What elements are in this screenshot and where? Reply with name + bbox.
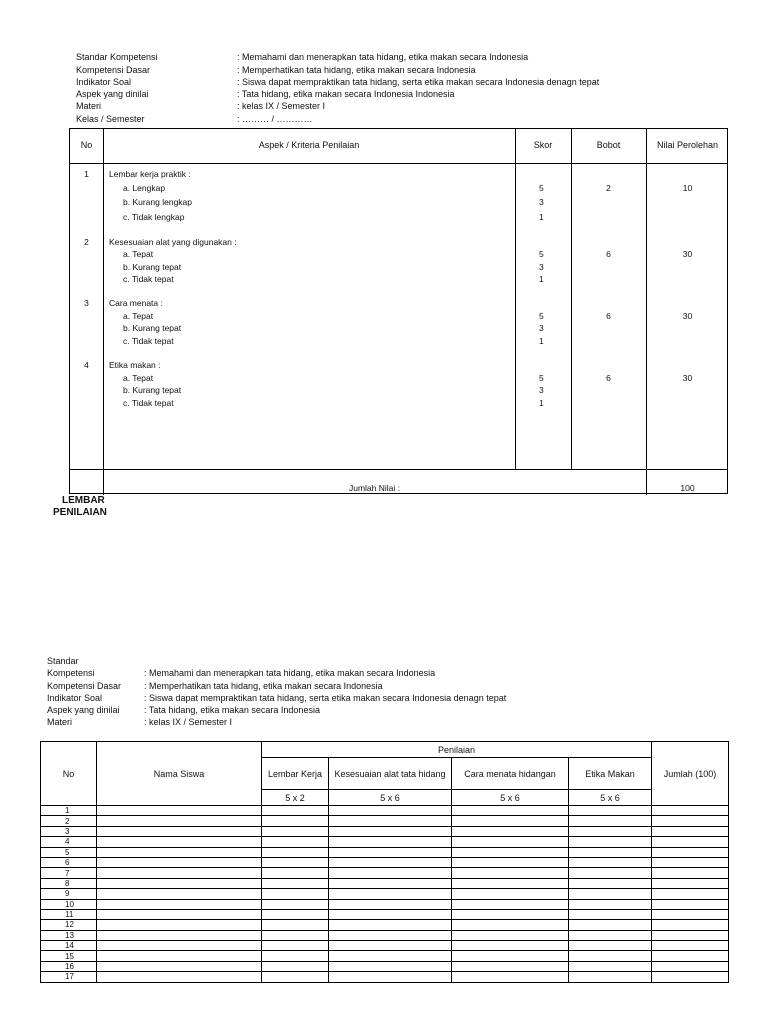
row-number: 13: [41, 930, 97, 940]
criterion-title: Kesesuaian alat yang digunakan :: [109, 237, 237, 247]
table-row: [41, 961, 729, 971]
table-row: [41, 941, 729, 951]
nilai-value: 30: [682, 373, 693, 383]
row-divider: [70, 163, 727, 164]
column-divider: [515, 129, 516, 470]
table-row: [41, 920, 729, 930]
header-no: No: [41, 742, 97, 806]
weight-cara: 5 x 6: [452, 790, 569, 806]
score: 5: [539, 183, 544, 193]
criterion-option: a. Lengkap: [123, 183, 166, 193]
score: 5: [539, 311, 544, 321]
table-row: [41, 868, 729, 878]
criterion-option: b. Kurang tepat: [123, 262, 182, 272]
row-number: 16: [41, 961, 97, 971]
criterion-option: c. Tidak tepat: [123, 398, 174, 408]
score: 1: [539, 274, 544, 284]
header-lembar-kerja: Lembar Kerja: [262, 758, 329, 790]
section-title-line2: PENILAIAN: [53, 507, 107, 518]
criterion-option: a. Tepat: [123, 311, 154, 321]
meta-value: : Tata hidang, etika makan secara Indonesia: [144, 705, 320, 715]
row-number: 3: [41, 826, 97, 836]
score: 5: [539, 249, 544, 259]
table-row: [41, 972, 729, 982]
row-number: 7: [41, 868, 97, 878]
table-row: [41, 889, 729, 899]
weight-etika: 5 x 6: [569, 790, 652, 806]
row-divider: [70, 469, 727, 470]
score: 1: [539, 398, 544, 408]
criterion-option: b. Kurang tepat: [123, 323, 182, 333]
bobot-value: 6: [606, 311, 611, 321]
meta-value: : Tata hidang, etika makan secara Indonesia Indonesia: [237, 89, 455, 99]
header-no: No: [80, 140, 93, 150]
criterion-no: 3: [84, 298, 89, 308]
row-number: 8: [41, 878, 97, 888]
row-number: 9: [41, 889, 97, 899]
criterion-option: a. Tepat: [123, 373, 154, 383]
header-skor: Skor: [533, 140, 553, 150]
bobot-value: 2: [606, 183, 611, 193]
row-number: 11: [41, 909, 97, 919]
row-number: 5: [41, 847, 97, 857]
table-row: [41, 806, 729, 816]
criterion-no: 4: [84, 360, 89, 370]
weight-kesesuaian: 5 x 6: [329, 790, 452, 806]
criterion-title: Cara menata :: [109, 298, 163, 308]
column-divider: [571, 129, 572, 470]
criterion-no: 2: [84, 237, 89, 247]
table-row: [41, 909, 729, 919]
criterion-option: c. Tidak tepat: [123, 336, 174, 346]
meta-label: Indikator Soal: [76, 77, 132, 87]
header-bobot: Bobot: [596, 140, 621, 150]
score: 3: [539, 262, 544, 272]
header-etika-makan: Etika Makan: [569, 758, 652, 790]
table-row: [41, 930, 729, 940]
table-row: [41, 847, 729, 857]
table-row: [41, 816, 729, 826]
meta-label: Aspek yang dinilai: [47, 705, 120, 715]
nilai-value: 30: [682, 311, 693, 321]
nilai-value: 30: [682, 249, 693, 259]
meta-label: Standar Kompetensi: [76, 52, 158, 62]
criterion-option: b. Kurang lengkap: [123, 197, 192, 207]
total-value: 100: [680, 483, 695, 493]
meta-label: Aspek yang dinilai: [76, 89, 149, 99]
header-cara-menata: Cara menata hidangan: [452, 758, 569, 790]
meta-label: Kompetensi: [47, 668, 95, 678]
meta-label: Kelas / Semester: [76, 114, 145, 124]
bobot-value: 6: [606, 373, 611, 383]
nilai-value: 10: [682, 183, 693, 193]
meta-label: Materi: [76, 101, 102, 111]
header-penilaian: Penilaian: [262, 742, 652, 758]
total-label: Jumlah Nilai :: [348, 483, 401, 493]
row-number: 10: [41, 899, 97, 909]
score: 3: [539, 197, 544, 207]
criterion-option: b. Kurang tepat: [123, 385, 182, 395]
score: 1: [539, 212, 544, 222]
student-score-table: [40, 741, 729, 983]
criteria-table: [69, 128, 728, 494]
row-number: 17: [41, 972, 97, 982]
table-row: [41, 837, 729, 847]
header-nama-siswa: Nama Siswa: [97, 742, 262, 806]
header-jumlah: Jumlah (100): [652, 742, 729, 806]
meta-label: Kompetensi Dasar: [47, 681, 122, 691]
score: 5: [539, 373, 544, 383]
score: 3: [539, 385, 544, 395]
meta-label: Standar: [47, 656, 79, 666]
criterion-option: c. Tidak lengkap: [123, 212, 185, 222]
score: 3: [539, 323, 544, 333]
row-number: 14: [41, 941, 97, 951]
bobot-value: 6: [606, 249, 611, 259]
header-nilai: Nilai Perolehan: [656, 140, 719, 150]
header-aspek: Aspek / Kriteria Penilaian: [258, 140, 360, 150]
table-row: [41, 899, 729, 909]
weight-lembar: 5 x 2: [262, 790, 329, 806]
meta-value: : Siswa dapat mempraktikan tata hidang, serta etika makan secara Indonesia denagn tepat: [144, 693, 507, 703]
row-number: 2: [41, 816, 97, 826]
meta-value: : Siswa dapat mempraktikan tata hidang, serta etika makan secara Indonesia denagn tepat: [237, 77, 600, 87]
meta-label: Kompetensi Dasar: [76, 65, 151, 75]
meta-value: : Memahami dan menerapkan tata hidang, etika makan secara Indonesia: [144, 668, 436, 678]
criterion-option: c. Tidak tepat: [123, 274, 174, 284]
criterion-option: a. Tepat: [123, 249, 154, 259]
criterion-title: Lembar kerja praktik :: [109, 169, 191, 179]
column-divider: [103, 129, 104, 495]
row-number: 4: [41, 837, 97, 847]
meta-label: Materi: [47, 717, 73, 727]
criterion-title: Etika makan :: [109, 360, 161, 370]
meta-value: : kelas IX / Semester I: [237, 101, 326, 111]
meta-value: : Memperhatikan tata hidang, etika makan secara Indonesia: [237, 65, 476, 75]
table-row: [41, 826, 729, 836]
row-number: 15: [41, 951, 97, 961]
section-title-line1: LEMBAR: [62, 495, 105, 506]
meta-value: : ……… / …………: [237, 114, 313, 124]
row-number: 6: [41, 857, 97, 867]
meta-value: : Memahami dan menerapkan tata hidang, etika makan secara Indonesia: [237, 52, 529, 62]
meta-value: : kelas IX / Semester I: [144, 717, 233, 727]
criterion-no: 1: [84, 169, 89, 179]
table-row: [41, 951, 729, 961]
row-number: 12: [41, 920, 97, 930]
score: 1: [539, 336, 544, 346]
row-number: 1: [41, 806, 97, 816]
table-row: [41, 857, 729, 867]
table-row: [41, 878, 729, 888]
header-kesesuaian: Kesesuaian alat tata hidang: [329, 758, 452, 790]
meta-value: : Memperhatikan tata hidang, etika makan secara Indonesia: [144, 681, 383, 691]
meta-label: Indikator Soal: [47, 693, 103, 703]
